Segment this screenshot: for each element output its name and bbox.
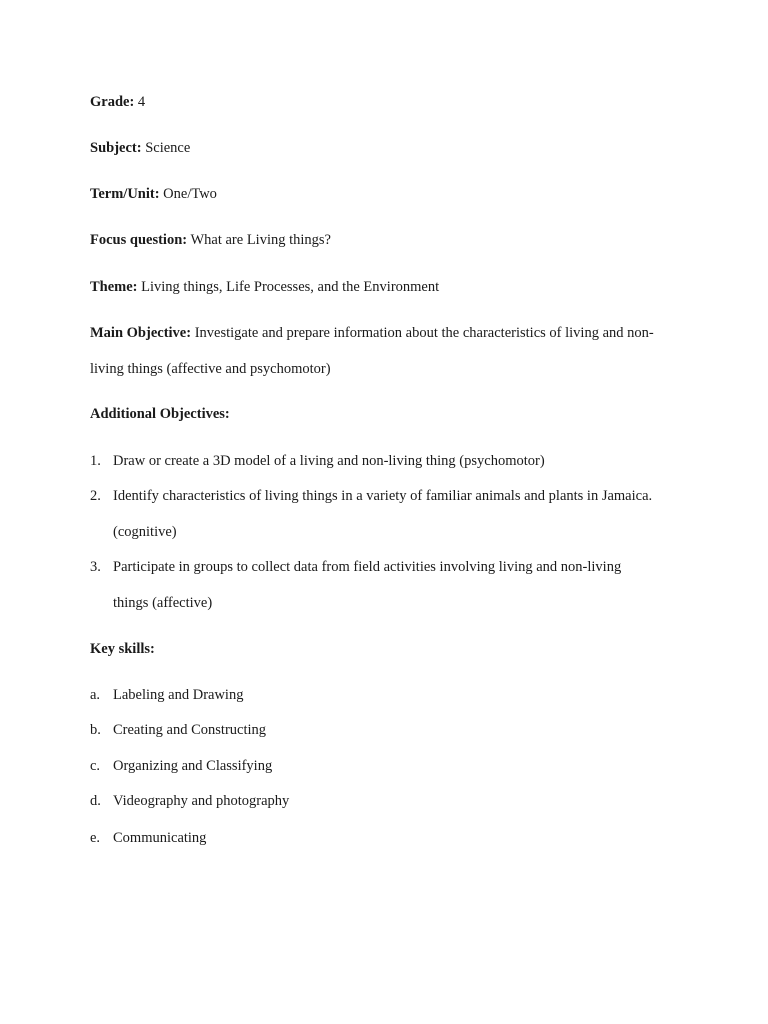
focus-question-line <box>90 231 331 249</box>
skill-b-text: Creating and Constructing <box>113 722 267 738</box>
main-objective-text-1: Investigate and prepare information about the characteristics of living and non- <box>194 325 654 341</box>
term-line <box>90 185 217 203</box>
skill-a-text: Labeling and Drawing <box>113 687 244 703</box>
main-objective-label: Main Objective: <box>90 325 192 341</box>
theme-line <box>90 278 439 296</box>
objective-1-marker: 1. <box>90 453 101 469</box>
term-label: Term/Unit: <box>90 186 160 202</box>
skill-d-text: Videography and photography <box>113 793 290 809</box>
subject-line <box>90 139 190 157</box>
skill-a-marker: a. <box>90 687 101 703</box>
additional-objectives-heading: Additional Objectives: <box>90 406 230 422</box>
main-objective-line <box>90 324 654 342</box>
objective-2-marker: 2. <box>90 488 101 504</box>
skill-e-marker: e. <box>90 830 101 846</box>
grade-label: Grade: <box>90 94 135 110</box>
main-objective-text-2: living things (affective and psychomotor) <box>90 361 331 377</box>
skill-c-marker: c. <box>90 758 101 774</box>
grade-line <box>90 93 145 111</box>
skill-c-text: Organizing and Classifying <box>113 758 273 774</box>
objective-2-text-2: (cognitive) <box>113 524 177 540</box>
objective-1-text: Draw or create a 3D model of a living and non-living thing (psychomotor) <box>113 453 545 469</box>
skill-e-text: Communicating <box>113 830 207 846</box>
focus-question-value: What are Living things? <box>190 232 331 248</box>
skill-d-marker: d. <box>90 793 101 809</box>
theme-label: Theme: <box>90 279 138 295</box>
focus-question-label: Focus question: <box>90 232 188 248</box>
skill-b-marker: b. <box>90 722 101 738</box>
objective-2-text-1: Identify characteristics of living things in a variety of familiar animals and plants in Jamaica. <box>113 488 653 504</box>
key-skills-heading: Key skills: <box>90 641 155 657</box>
subject-value: Science <box>145 140 191 156</box>
objective-3-marker: 3. <box>90 559 101 575</box>
theme-value: Living things, Life Processes, and the Environment <box>141 279 440 295</box>
grade-value: 4 <box>137 94 146 110</box>
term-value: One/Two <box>163 186 217 202</box>
objective-3-text-1: Participate in groups to collect data from field activities involving living and non-living <box>113 559 622 575</box>
subject-label: Subject: <box>90 140 142 156</box>
objective-3-text-2: things (affective) <box>113 595 213 611</box>
